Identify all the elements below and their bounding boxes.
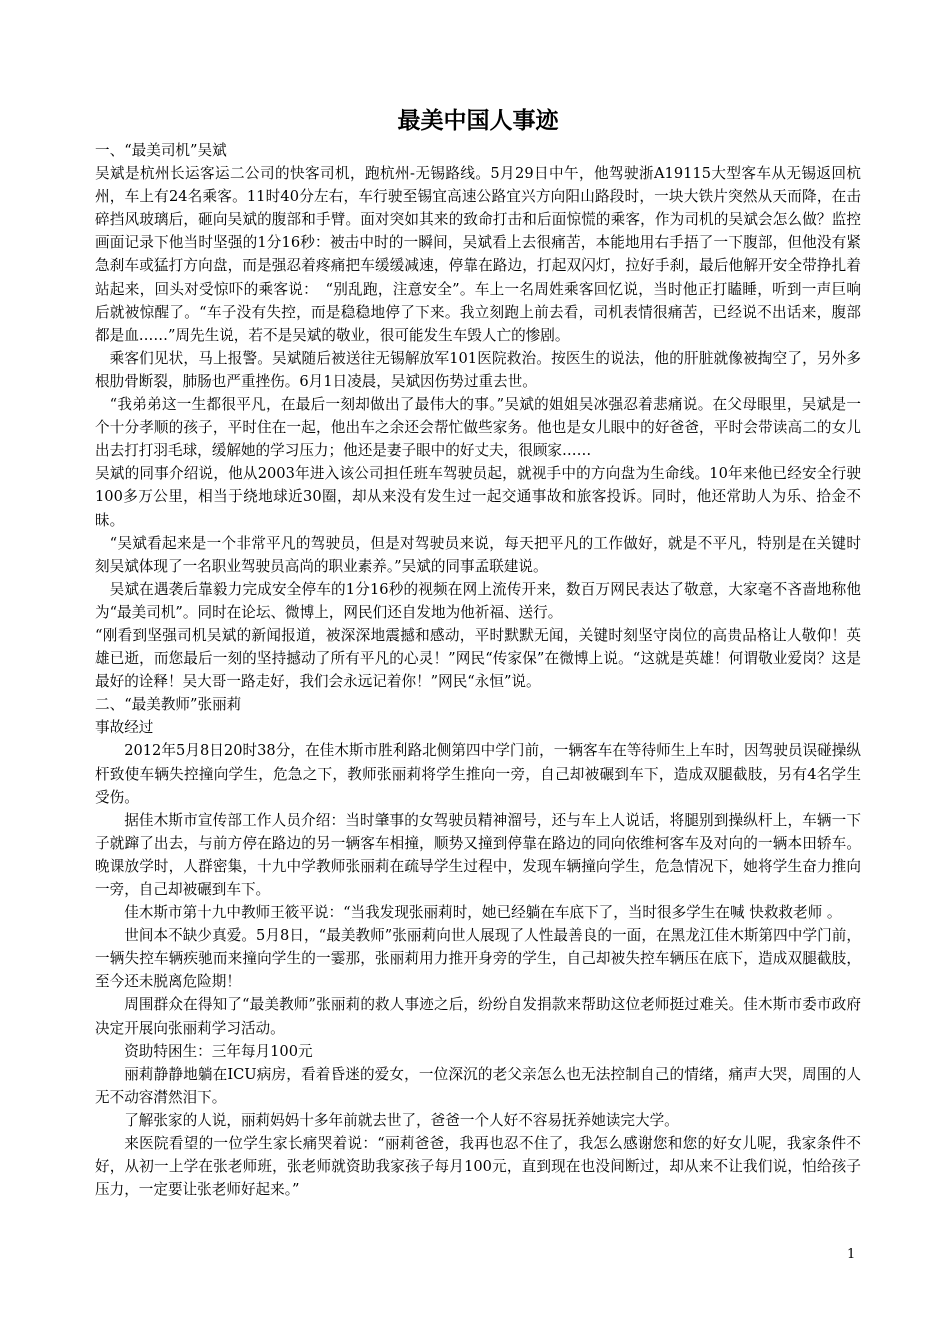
paragraph: 世间本不缺少真爱。5月8日，“最美教师”张丽莉向世人展现了人性最善良的一面，在黑龙江佳木斯第四中学门前，一辆失控车辆疾驰而来撞向学生的一霎那，张丽莉用力推开身旁的学生，自己却被失控车辆压在底下，造成双腿截肢，至今还未脱离危险期！ — [95, 927, 861, 991]
paragraph: 佳木斯市第十九中教师王筱平说：“当我发现张丽莉时，她已经躺在车底下了，当时很多学生在喊 快救救老师 。 — [124, 904, 842, 922]
paragraph: 吴斌是杭州长运客运二公司的快客司机，跑杭州-无锡路线。5月29日中午，他驾驶浙A19115大型客车从无锡返回杭州，车上有24名乘客。11时40分左右，车行驶至锡宜高速公路宜兴方向阳山路段时，一块大铁片突然从天而降，在击碎挡风玻璃后，砸向吴斌的腹部和手臂。面对突如其来的致命打击和后面惊慌的乘客，作为司机的吴斌会怎么做？监控画面记录下他当时坚强的1分16秒：被击中时的一瞬间，吴斌看上去很痛苦，本能地用右手捂了一下腹部，但他没有紧急刹车或猛打方向盘，而是强忍着疼痛把车缓缓减速，停靠在路边，打起双闪灯，拉好手刹，最后他解开安全带挣扎着站起来，回头对受惊吓的乘客说： “别乱跑，注意安全”。车上一名周姓乘客回忆说，当时他正打瞌睡，听到一声巨响后就被惊醒了。“车子没有失控，而是稳稳地停了下来。我立刻跑上前去看，司机表情很痛苦，已经说不出话来，腹部都是血……”周先生说，若不是吴斌的敬业，很可能发生车毁人亡的惨剧。 — [95, 165, 861, 344]
subheading: 事故经过 — [95, 719, 154, 737]
document-title: 最美中国人事迹 — [397, 108, 559, 134]
paragraph: 2012年5月8日20时38分，在佳木斯市胜利路北侧第四中学门前，一辆客车在等待师生上车时，因驾驶员误碰操纵杆致使车辆失控撞向学生，危急之下，教师张丽莉将学生推向一旁，自己却被碾到车下，造成双腿截肢，另有4名学生受伤。 — [95, 742, 861, 806]
paragraph: “我弟弟这一生都很平凡，在最后一刻却做出了最伟大的事。”吴斌的姐姐吴冰强忍着悲痛说。在父母眼里，吴斌是一个十分孝顺的孩子，平时住在一起，他出车之余还会帮忙做些家务。他也是女儿眼中的好爸爸，平时会带读高二的女儿出去打打羽毛球，缓解她的学习压力；他还是妻子眼中的好丈夫，很顾家…… — [95, 396, 861, 460]
paragraph: “刚看到坚强司机吴斌的新闻报道，被深深地震撼和感动，平时默默无闻，关键时刻坚守岗位的高贵品格让人敬仰！英雄已逝，而您最后一刻的坚持撼动了所有平凡的心灵！”网民“传家保”在微博上说。“这就是英雄！何谓敬业爱岗？这是最好的诠释！吴大哥一路走好，我们会永远记着你！”网民“永恒”说。 — [95, 626, 861, 691]
paragraph: 吴斌的同事介绍说，他从2003年进入该公司担任班车驾驶员起，就视手中的方向盘为生命线。10年来他已经安全行驶100多万公里，相当于绕地球近30圈，却从来没有发生过一起交通事故和旅客投诉。同时，他还常助人为乐、拾金不昧。 — [95, 465, 861, 529]
paragraph: 来医院看望的一位学生家长痛哭着说：“丽莉爸爸，我再也忍不住了，我怎么感谢您和您的好女儿呢，我家条件不好，从初一上学在张老师班，张老师就资助我家孩子每月100元，直到现在也没间断过，却从来不让我们说，怕给孩子压力，一定要让张老师好起来。” — [95, 1135, 861, 1199]
paragraph: 乘客们见状，马上报警。吴斌随后被送往无锡解放军101医院救治。按医生的说法，他的肝脏就像被掏空了，另外多根肋骨断裂，肺肠也严重挫伤。6月1日凌晨，吴斌因伤势过重去世。 — [95, 349, 861, 390]
paragraph: 资助特困生：三年每月100元 — [124, 1042, 313, 1060]
paragraph: 周围群众在得知了“最美教师”张丽莉的救人事迹之后，纷纷自发捐款来帮助这位老师挺过难关。佳木斯市委市政府决定开展向张丽莉学习活动。 — [95, 996, 861, 1037]
page-number: 1 — [847, 1247, 856, 1262]
paragraph: 吴斌在遇袭后靠毅力完成安全停车的1分16秒的视频在网上流传开来，数百万网民表达了敬意，大家毫不吝啬地称他为“最美司机”。同时在论坛、微博上，网民们还自发地为他祈福、送行。 — [95, 580, 861, 621]
paragraph: 了解张家的人说，丽莉妈妈十多年前就去世了，爸爸一个人好不容易抚养她读完大学。 — [124, 1111, 679, 1129]
section-heading-1: 一、“最美司机”吴斌 — [95, 142, 227, 159]
paragraph: 据佳木斯市宣传部工作人员介绍：当时肇事的女驾驶员精神溜号，还与车上人说话，将腿别到操纵杆上，车辆一下子就蹿了出去，与前方停在路边的另一辆客车相撞，顺势又撞到停靠在路边的同向依维柯客车及对向的一辆本田轿车。晚课放学时，人群密集，十九中学教师张丽莉在疏导学生过程中，发现车辆撞向学生，危急情况下，她将学生奋力推向一旁，自己却被碾到车下。 — [95, 811, 861, 898]
paragraph: “吴斌看起来是一个非常平凡的驾驶员，但是对驾驶员来说，每天把平凡的工作做好，就是不平凡，特别是在关键时刻吴斌体现了一名职业驾驶员高尚的职业素养。”吴斌的同事孟联建说。 — [95, 534, 861, 575]
paragraph: 丽莉静静地躺在ICU病房，看着昏迷的爱女，一位深沉的老父亲怎么也无法控制自己的情绪，痛声大哭，周围的人无不动容潸然泪下。 — [95, 1065, 861, 1106]
document-page — [95, 105, 861, 1201]
section-heading-2: 二、“最美教师”张丽莉 — [95, 696, 242, 714]
